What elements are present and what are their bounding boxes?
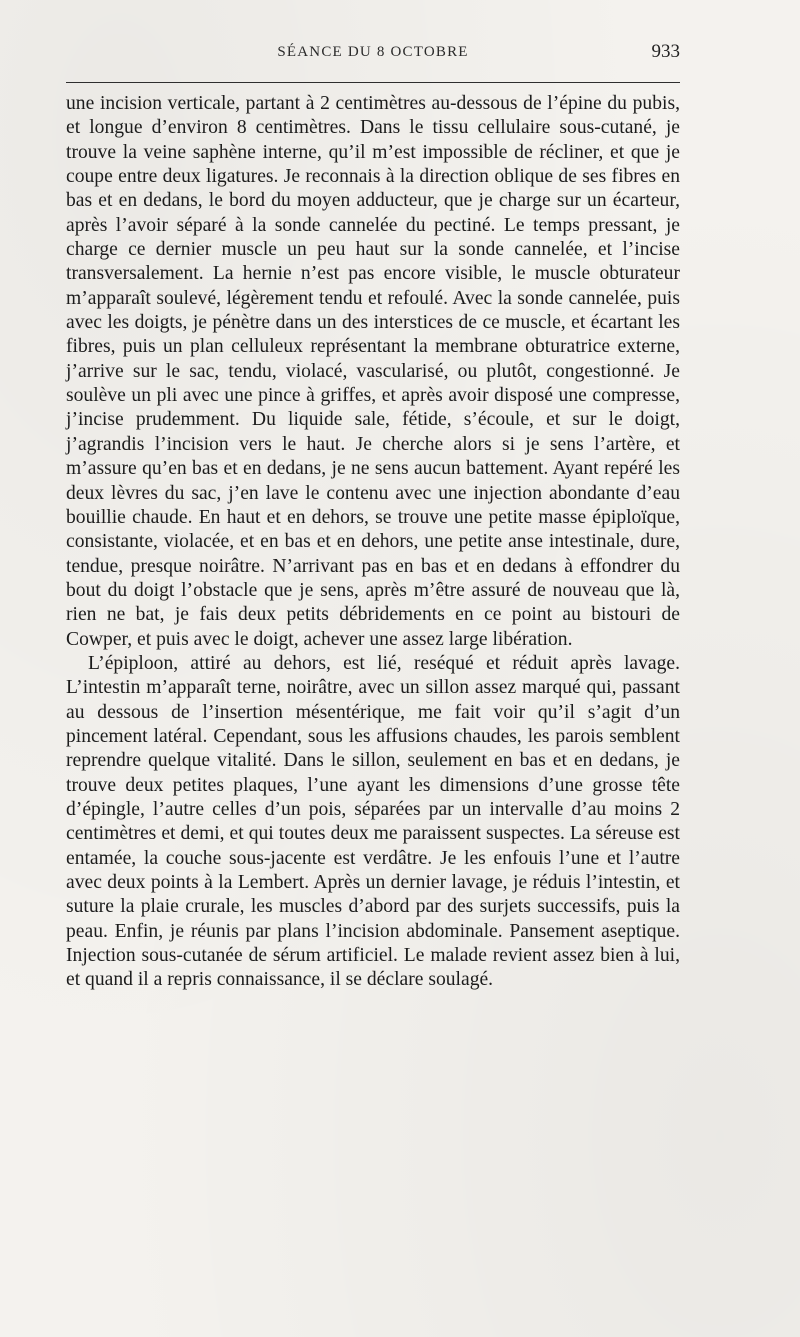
header-rule [66, 82, 680, 83]
paragraph-2: L’épiploon, attiré au dehors, est lié, reséqué et réduit après lavage. L’intestin m’apparaît terne, noirâtre, avec un sillon assez marqué qui, passant au dessous de l’insertion mésentérique, me fait voir qu’il s’agit d’un pincement latéral. Cependant, sous les affusions chaudes, les parois semblent reprendre quelque vitalité. Dans le sillon, seulement en bas et en dedans, je trouve deux petites plaques, l’une ayant les dimensions d’une grosse tête d’épingle, l’autre celles d’un pois, séparées par un intervalle d’au moins 2 centimètres et demi, et qui toutes deux me paraissent suspectes. La séreuse est entamée, la couche sous-jacente est verdâtre. Je les enfouis l’une et l’autre avec deux points à la Lembert. Après un dernier lavage, je réduis l’intestin, et suture la plaie crurale, les muscles d’abord par des surjets successifs, puis la peau. Enfin, je réunis par plans l’incision abdominale. Pansement aseptique. Injection sous-cutanée de sérum artificiel. Le malade revient assez bien à lui, et quand il a repris connaissance, il se déclare soulagé. [66, 652, 680, 991]
body-text [66, 92, 680, 993]
page-header [66, 41, 680, 70]
paragraph-1: une incision verticale, partant à 2 centimètres au-dessous de l’épine du pubis, et longue d’environ 8 centimètres. Dans le tissu cellulaire sous-cutané, je trouve la veine saphène interne, qu’il m’est impossible de récliner, et que je coupe entre deux ligatures. Je reconnais à la direction oblique de ses fibres en bas et en dedans, le bord du moyen adducteur, que je charge sur un écarteur, après l’avoir séparé à la sonde cannelée du pectiné. Le temps pressant, je charge ce dernier muscle un peu haut sur la sonde cannelée, et l’incise transversalement. La hernie n’est pas encore visible, le muscle obturateur m’apparaît soulevé, légèrement tendu et refoulé. Avec la sonde cannelée, puis avec les doigts, je pénètre dans un des interstices de ce muscle, et écartant les fibres, puis un plan celluleux représentant la membrane obturatrice externe, j’arrive sur le sac, tendu, violacé, vascularisé, ou plutôt, congestionné. Je soulève un pli avec une pince à griffes, et après avoir disposé une compresse, j’incise prudemment. Du liquide sale, fétide, s’écoule, et sur le doigt, j’agrandis l’incision vers le haut. Je cherche alors si je sens l’artère, et m’assure qu’en bas et en dedans, je ne sens aucun battement. Ayant repéré les deux lèvres du sac, j’en lave le contenu avec une injection abondante d’eau bouillie chaude. En haut et en dehors, se trouve une petite masse épiploïque, consistante, violacée, et en bas et en dehors, une petite anse intestinale, dure, tendue, presque noirâtre. N’arrivant pas en bas et en dedans à effondrer du bout du doigt l’obstacle que je sens, après m’être assuré de nouveau que là, rien ne bat, je fais deux petits débridements en ce point au bistouri de Cowper, et puis avec le doigt, achever une assez large libération. [66, 93, 680, 650]
page-number: 933 [651, 41, 680, 62]
running-title: SÉANCE DU 8 OCTOBRE [277, 44, 469, 60]
